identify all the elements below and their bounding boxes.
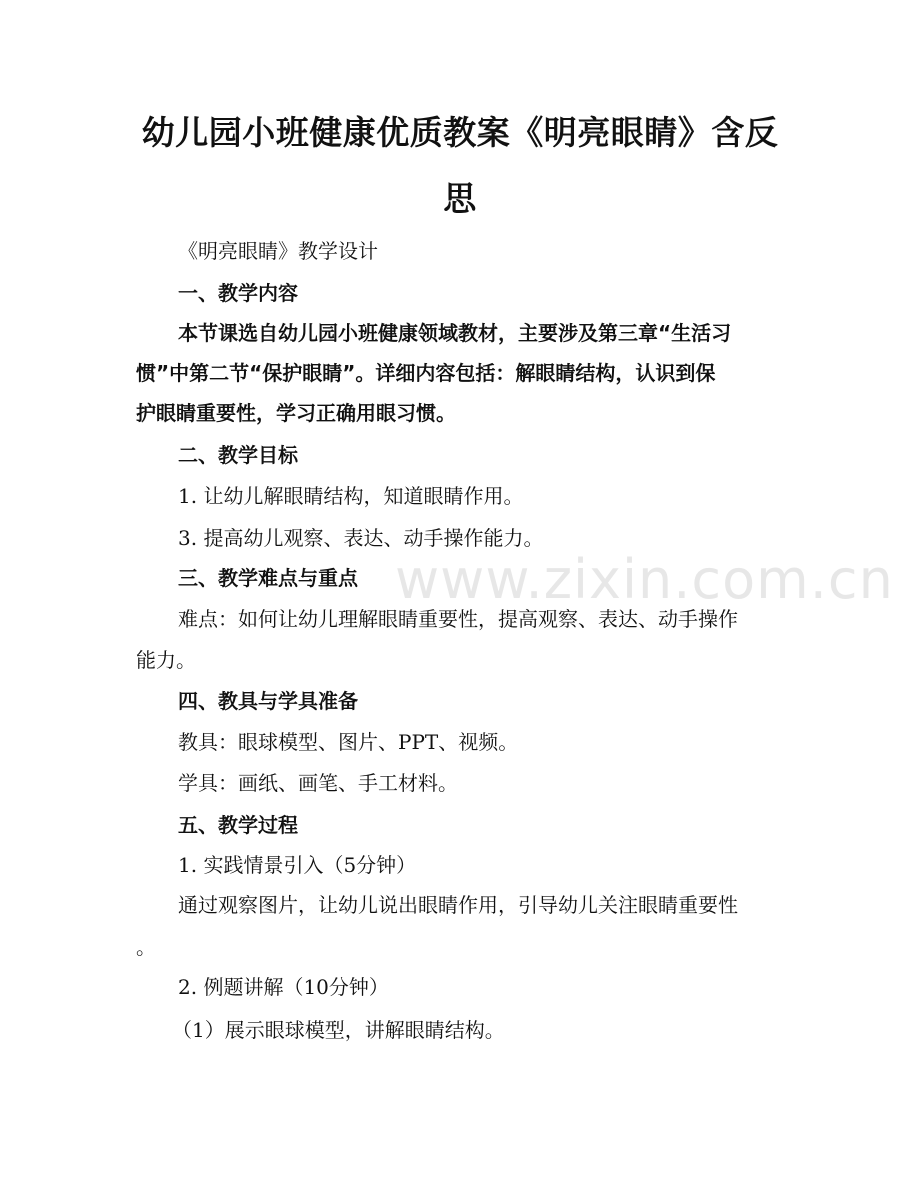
heading-line: 一、教学内容	[178, 281, 298, 305]
heading-line: 本节课选自幼儿园小班健康领域教材，主要涉及第三章“生活习	[178, 321, 732, 345]
text-line: 2. 例题讲解（10分钟）	[178, 975, 389, 999]
text-line: 能力。	[136, 648, 196, 672]
text-line: 1. 实践情景引入（5分钟）	[178, 853, 417, 877]
text-line: 教具：眼球模型、图片、PPT、视频。	[178, 730, 519, 754]
text-line: 3. 提高幼儿观察、表达、动手操作能力。	[178, 526, 544, 550]
heading-line: 护眼睛重要性，学习正确用眼习惯。	[136, 401, 456, 425]
heading-line: 四、教具与学具准备	[178, 689, 358, 713]
text-line: 1. 让幼儿解眼睛结构，知道眼睛作用。	[178, 484, 524, 508]
heading-line: 三、教学难点与重点	[178, 566, 358, 590]
text-line: 学具：画纸、画笔、手工材料。	[178, 771, 458, 795]
heading-line: 五、教学过程	[178, 813, 298, 837]
heading-line: 二、教学目标	[178, 443, 298, 467]
text-line: 。	[136, 935, 156, 959]
text-line: 通过观察图片，让幼儿说出眼睛作用，引导幼儿关注眼睛重要性	[178, 893, 738, 917]
document-title: 幼儿园小班健康优质教案《明亮眼睛》含反思	[141, 113, 779, 218]
text-line: （1）展示眼球模型，讲解眼睛结构。	[172, 1018, 505, 1042]
heading-line: 惯”中第二节“保护眼睛”。详细内容包括：解眼睛结构，认识到保	[136, 361, 716, 385]
text-line: 《明亮眼睛》教学设计	[178, 239, 378, 263]
text-line: 难点：如何让幼儿理解眼睛重要性，提高观察、表达、动手操作	[178, 607, 738, 631]
watermark-text: www.zixin.com.cn	[395, 548, 894, 611]
